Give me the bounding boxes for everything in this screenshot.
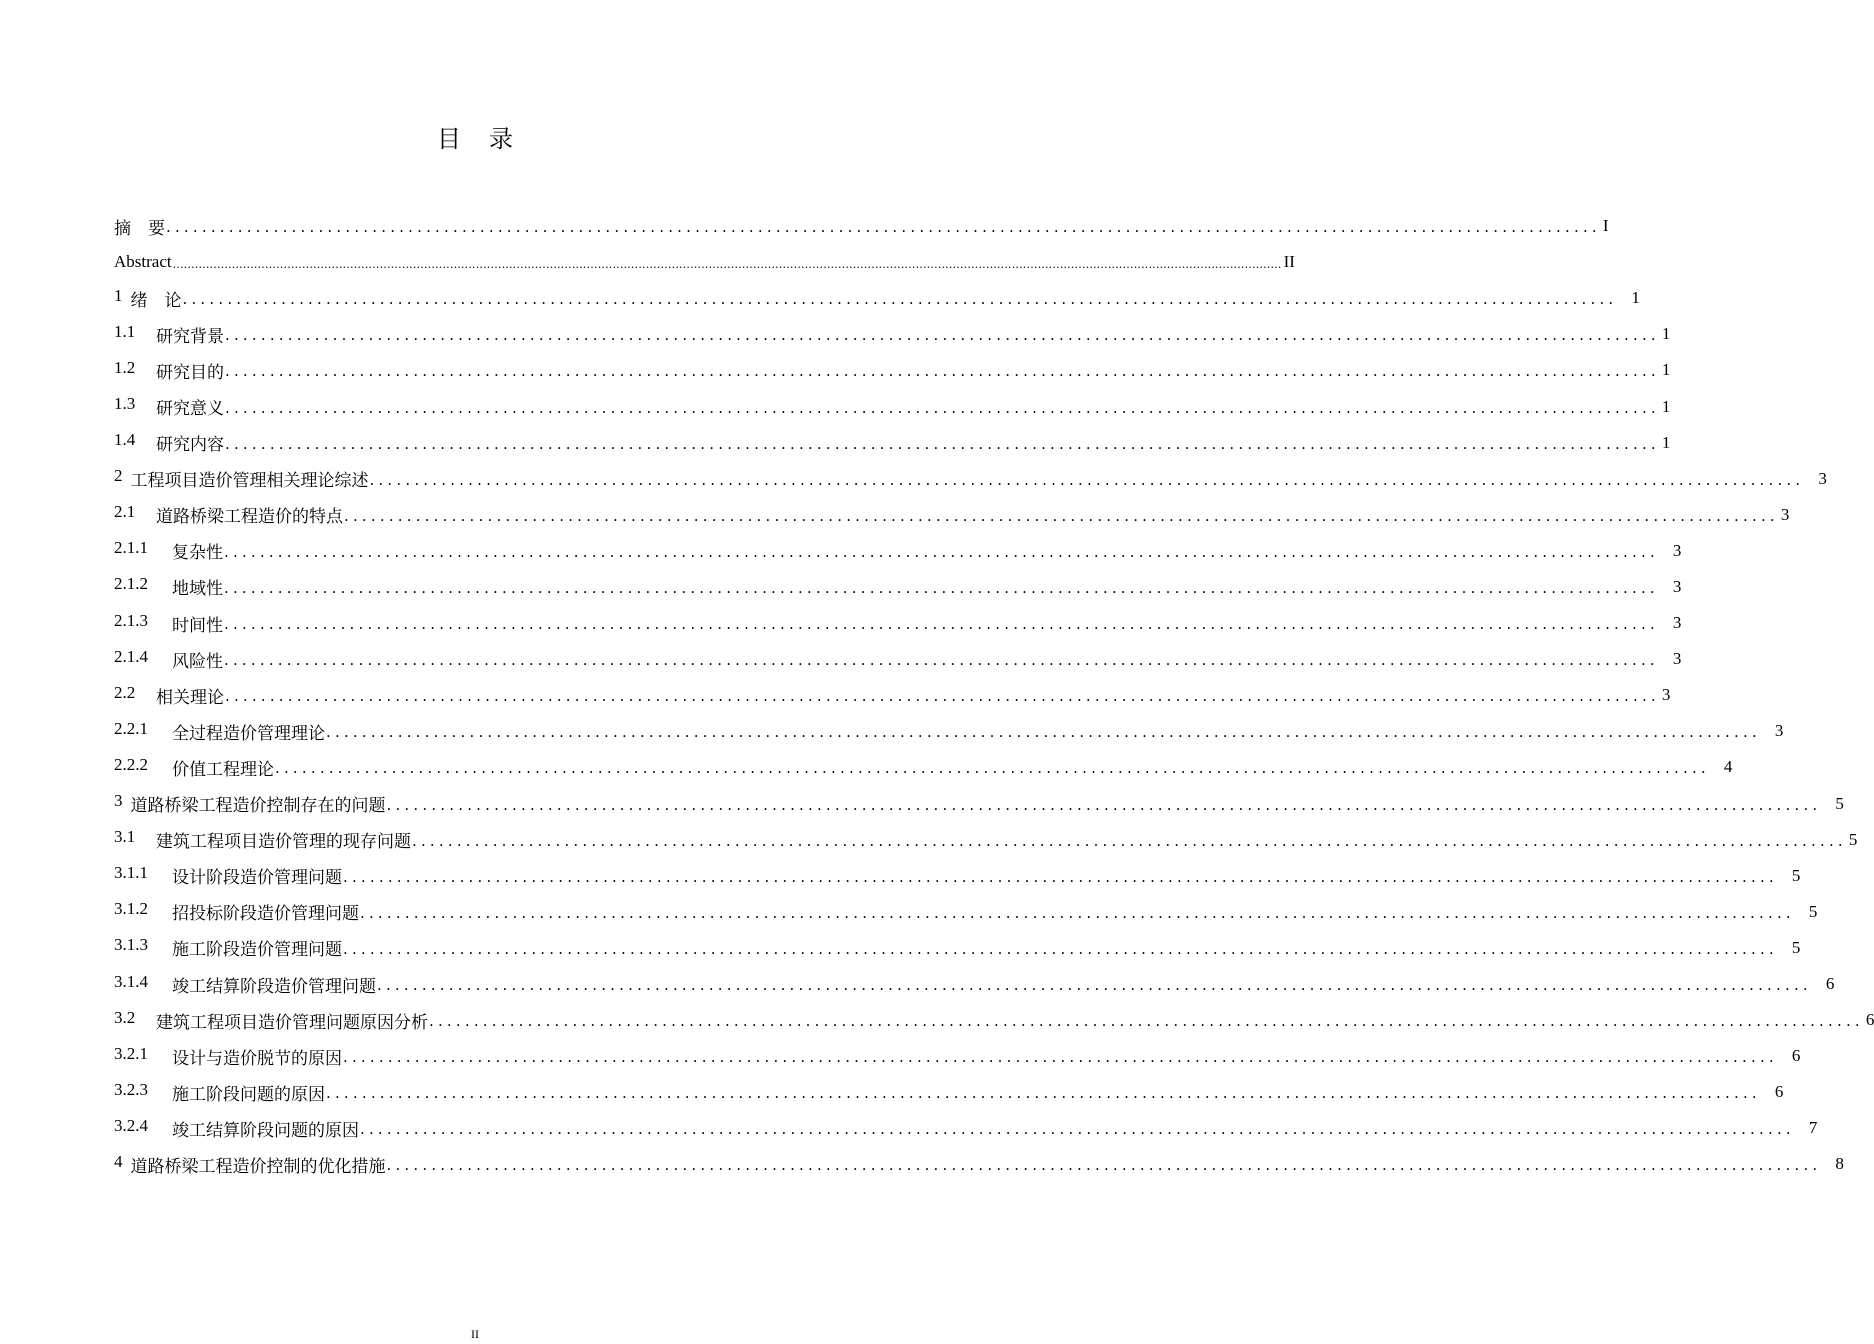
toc-entry-page: I (1602, 216, 1609, 236)
toc-entry-number: 3.2.1 (114, 1043, 148, 1063)
toc-entry-label (114, 683, 224, 708)
toc-entry-title: 道路桥梁工程造价控制的优化措施 (130, 1156, 386, 1177)
toc-entry-page: 3 (1672, 540, 1682, 560)
toc-entry-title: 施工阶段问题的原因 (172, 1084, 325, 1105)
toc-entry[interactable] (114, 461, 1827, 497)
toc-entry-number: 3.2.4 (114, 1115, 148, 1135)
dot-leader: ................................................................................................................................................................ (360, 1120, 1795, 1139)
toc-entry[interactable] (114, 822, 1858, 858)
toc-entry-number: 3.1.3 (114, 935, 148, 955)
toc-entry-page: 5 (1791, 937, 1801, 957)
dot-leader: ................................................................................................................................................................ (343, 939, 1778, 958)
toc-entry-page: 5 (1808, 901, 1818, 921)
toc-entry-label (114, 791, 386, 816)
toc-entry-label (114, 899, 359, 924)
toc-entry-title: 道路桥梁工程造价控制存在的问题 (130, 796, 386, 817)
toc-entry-page: II (1283, 252, 1295, 272)
toc-entry-number: 3.2 (114, 1007, 136, 1027)
dot-leader: ................................................................................................................................................................ (225, 398, 1660, 417)
toc-entry-title: 道路桥梁工程造价的特点 (156, 507, 343, 528)
toc-entry[interactable] (114, 244, 1295, 280)
toc-entry-page: 6 (1825, 974, 1835, 994)
toc-entry[interactable] (114, 930, 1801, 966)
toc-entry-number: 2.1.3 (114, 610, 148, 630)
toc-entry-title: 工程项目造价管理相关理论综述 (130, 471, 369, 492)
toc-entry-page: 3 (1774, 721, 1784, 741)
toc-entry-page: 4 (1723, 757, 1733, 777)
dot-leader: ................................................................................................................................................................ (225, 326, 1660, 345)
toc-entry-number: 2.2.2 (114, 754, 148, 774)
toc-entry-page: 7 (1808, 1118, 1818, 1138)
toc-entry-label (114, 214, 165, 239)
dot-leader: ................................................................................................................................................................ (343, 867, 1778, 886)
toc-entry[interactable] (114, 425, 1671, 461)
table-of-contents (114, 208, 1874, 1183)
dot-leader: ................................................................................................................................................................ (343, 1048, 1778, 1067)
dot-leader: ................................................................................................................................................................ (344, 506, 1779, 525)
dot-leader: ................................................................................................................................................................ (224, 578, 1659, 597)
toc-entry-label (114, 1116, 359, 1141)
dot-leader: ................................................................................................................................................................ (412, 831, 1847, 850)
dot-leader: ................................................................................................................................................................ (275, 759, 1710, 778)
toc-entry-number: 3.1.4 (114, 971, 148, 991)
toc-entry-page: 3 (1661, 685, 1671, 705)
toc-entry-page: 6 (1791, 1046, 1801, 1066)
toc-entry-number: 2.2.1 (114, 718, 148, 738)
dot-leader: ................................................................................................................................................................ (326, 723, 1761, 742)
dot-leader: ................................................................................................................................................................ (369, 470, 1805, 489)
toc-entry-page: 5 (1848, 829, 1858, 849)
toc-entry[interactable] (114, 1146, 1844, 1182)
toc-entry-title: 摘 要 (114, 218, 165, 239)
toc-entry-number: 2.1.4 (114, 646, 148, 666)
toc-entry-title: 研究意义 (156, 399, 224, 420)
toc-entry-title: 绪 论 (130, 290, 182, 311)
toc-entry-page: 1 (1661, 432, 1671, 452)
toc-entry-number: 3.1 (114, 827, 136, 847)
dot-leader: ............................................................................................................................................................................................................................................................................................................ (172, 257, 1282, 271)
toc-entry-number: 1.3 (114, 394, 136, 414)
toc-entry-label (114, 574, 223, 599)
toc-entry[interactable] (114, 605, 1682, 641)
dot-leader: ................................................................................................................................................................ (326, 1084, 1761, 1103)
page-number-footer: II (471, 1327, 479, 1341)
toc-entry[interactable] (114, 1002, 1874, 1038)
toc-entry-number: 1.1 (114, 321, 136, 341)
toc-entry-label (114, 827, 411, 852)
toc-entry-title: 相关理论 (156, 687, 224, 708)
toc-entry-label (114, 466, 369, 491)
toc-entry-page: 3 (1672, 649, 1682, 669)
dot-leader: ................................................................................................................................................................ (166, 218, 1601, 237)
toc-entry-label (114, 755, 274, 780)
toc-entry-number: 3.2.3 (114, 1079, 148, 1099)
toc-entry-title: 研究背景 (156, 326, 224, 347)
dot-leader: ................................................................................................................................................................ (225, 362, 1660, 381)
toc-entry-page: 1 (1661, 360, 1671, 380)
toc-entry-title: 地域性 (172, 579, 223, 600)
toc-entry[interactable] (114, 786, 1844, 822)
toc-entry[interactable] (114, 569, 1682, 605)
toc-entry[interactable] (114, 966, 1835, 1002)
toc-entry-title: 建筑工程项目造价管理的现存问题 (156, 832, 411, 853)
toc-entry-title: 时间性 (172, 615, 223, 636)
toc-entry-label (114, 358, 224, 383)
toc-entry[interactable] (114, 208, 1609, 244)
toc-entry-page: 6 (1774, 1082, 1784, 1102)
toc-entry[interactable] (114, 641, 1682, 677)
toc-entry-title: Abstract (114, 252, 172, 272)
toc-entry-label (114, 972, 376, 997)
toc-entry-number: 2.1 (114, 502, 136, 522)
toc-entry[interactable] (114, 713, 1784, 749)
dot-leader: ................................................................................................................................................................ (224, 615, 1659, 634)
toc-entry-number: 2.2 (114, 682, 136, 702)
dot-leader: ................................................................................................................................................................ (224, 651, 1659, 670)
toc-entry-page: 3 (1818, 468, 1827, 488)
toc-entry-label (114, 1008, 428, 1033)
toc-entry-number: 3.1.1 (114, 863, 148, 883)
toc-entry-page: 3 (1672, 576, 1682, 596)
toc-entry-page: 3 (1672, 613, 1682, 633)
toc-entry-label (114, 719, 325, 744)
toc-entry[interactable] (114, 280, 1640, 316)
toc-entry[interactable] (114, 316, 1671, 352)
toc-entry-label (114, 1044, 342, 1069)
toc-entry-number: 2.1.1 (114, 538, 148, 558)
toc-entry-label (114, 611, 223, 636)
toc-entry[interactable] (114, 352, 1671, 388)
toc-entry[interactable] (114, 1074, 1784, 1110)
dot-leader: ................................................................................................................................................................ (377, 976, 1812, 995)
toc-entry-number: 3.1.2 (114, 899, 148, 919)
toc-entry-label (114, 430, 224, 455)
dot-leader: ................................................................................................................................................................ (429, 1012, 1864, 1031)
toc-entry[interactable] (114, 677, 1671, 713)
dot-leader: ................................................................................................................................................................ (182, 290, 1618, 309)
toc-entry-number: 2.1.2 (114, 574, 148, 594)
toc-entry-page: 5 (1791, 865, 1801, 885)
dot-leader: ................................................................................................................................................................ (386, 795, 1822, 814)
toc-entry-title: 研究目的 (156, 362, 224, 383)
toc-entry[interactable] (114, 388, 1671, 424)
toc-entry[interactable] (114, 1038, 1801, 1074)
toc-entry-label (114, 1080, 325, 1105)
toc-entry[interactable] (114, 894, 1818, 930)
toc-entry-number: 1.4 (114, 430, 136, 450)
dot-leader: ................................................................................................................................................................ (225, 687, 1660, 706)
dot-leader: ................................................................................................................................................................ (360, 903, 1795, 922)
dot-leader: ................................................................................................................................................................ (225, 434, 1660, 453)
title-char-2: 录 (489, 125, 513, 153)
toc-entry-title: 建筑工程项目造价管理问题原因分析 (156, 1012, 428, 1033)
toc-entry-number: 2 (114, 466, 123, 486)
toc-entry-number: 1.2 (114, 357, 136, 377)
toc-entry-page: 1 (1661, 324, 1671, 344)
toc-entry-title: 风险性 (172, 651, 223, 672)
toc-entry[interactable] (114, 858, 1801, 894)
toc-entry-label (114, 322, 224, 347)
toc-entry-page: 5 (1835, 793, 1844, 813)
toc-entry-title: 施工阶段造价管理问题 (172, 940, 342, 961)
toc-entry-page: 3 (1780, 504, 1790, 524)
toc-entry-number: 3 (114, 791, 123, 811)
toc-entry-label (114, 394, 224, 419)
toc-entry-label (114, 286, 182, 311)
toc-entry-title: 研究内容 (156, 435, 224, 456)
title-char-1: 目 (437, 125, 461, 153)
toc-entry[interactable] (114, 1110, 1818, 1146)
toc-entry[interactable] (114, 749, 1733, 785)
toc-entry-page: 1 (1631, 288, 1640, 308)
toc-entry-label (114, 252, 172, 272)
toc-entry-title: 招投标阶段造价管理问题 (172, 904, 359, 925)
toc-entry-label (114, 1152, 386, 1177)
toc-entry-page: 1 (1661, 396, 1671, 416)
toc-entry-page: 8 (1835, 1154, 1844, 1174)
toc-entry-label (114, 538, 223, 563)
toc-entry-title: 复杂性 (172, 543, 223, 564)
toc-entry-page: 6 (1865, 1010, 1874, 1030)
toc-entry-number: 4 (114, 1151, 123, 1171)
toc-entry-title: 价值工程理论 (172, 759, 274, 780)
toc-entry-label (114, 935, 342, 960)
toc-entry-title: 全过程造价管理理论 (172, 723, 325, 744)
toc-entry-title: 竣工结算阶段问题的原因 (172, 1120, 359, 1141)
page-title (0, 119, 950, 154)
toc-entry-title: 设计阶段造价管理问题 (172, 868, 342, 889)
toc-entry-label (114, 502, 343, 527)
toc-entry[interactable] (114, 497, 1790, 533)
toc-entry-title: 竣工结算阶段造价管理问题 (172, 976, 376, 997)
dot-leader: ................................................................................................................................................................ (386, 1156, 1822, 1175)
dot-leader: ................................................................................................................................................................ (224, 542, 1659, 561)
toc-entry-label (114, 647, 223, 672)
toc-entry[interactable] (114, 533, 1682, 569)
toc-entry-title: 设计与造价脱节的原因 (172, 1048, 342, 1069)
toc-entry-label (114, 863, 342, 888)
toc-entry-number: 1 (114, 285, 123, 305)
